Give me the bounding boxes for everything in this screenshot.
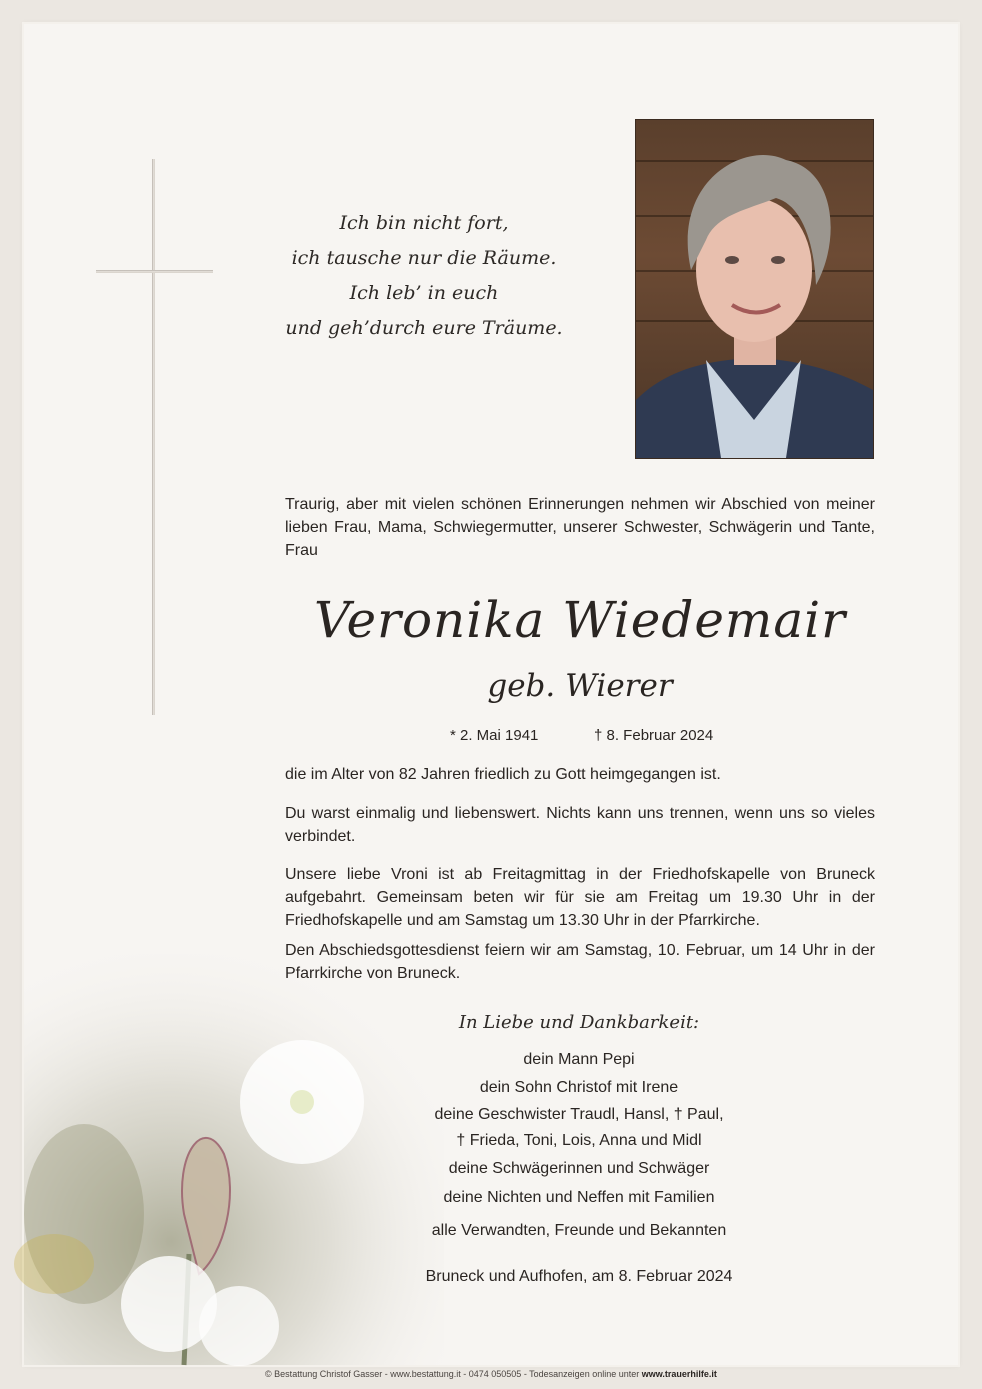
poem-line: ich tausche nur die Räume. [291,247,557,269]
family-line: deine Schwägerinnen und Schwäger [448,1160,710,1177]
intro-text: Traurig, aber mit vielen schönen Erinnerungen nehmen wir Abschied von meiner lieben Frau, Mama, Schwiegermutter, unserer Schwester, Schwägerin und Tante, Frau [285,496,875,559]
paragraph: Den Abschiedsgottesdienst feiern wir am Samstag, 10. Februar, um 14 Uhr in der Pfarrkirche von Bruneck. [285,942,875,982]
death-date: † 8. Februar 2024 [594,727,714,744]
poem-line: Ich leb’ in euch [349,282,499,304]
paragraph: Du warst einmalig und liebenswert. Nichts kann uns trennen, wenn uns so vieles verbindet. [285,805,875,845]
poem-line: Ich bin nicht fort, [339,212,509,234]
paragraph: die im Alter von 82 Jahren friedlich zu Gott heimgegangen ist. [285,766,721,783]
footer-text: © Bestattung Christof Gasser - www.bestattung.it - 0474 050505 - Todesanzeigen online unter [265,1369,640,1379]
thanks-title: In Liebe und Dankbarkeit: [458,1012,700,1033]
poem [254,206,594,346]
cross-horizontal-beam [96,270,213,273]
family-line: dein Mann Pepi [523,1051,635,1068]
portrait-photo [635,119,874,459]
obituary-card [24,24,958,1379]
birth-date: * 2. Mai 1941 [450,727,539,744]
family-line: alle Verwandten, Freunde und Bekannten [431,1222,727,1239]
poem-line: und geh’durch eure Träume. [285,317,563,339]
family-line: deine Geschwister Traudl, Hansl, † Paul, [434,1106,724,1123]
footer-link[interactable]: www.trauerhilfe.it [641,1369,717,1379]
footer [24,1369,958,1379]
maiden-name: geb. Wierer [487,668,673,704]
cross-vertical-beam [152,159,155,715]
family-line: dein Sohn Christof mit Irene [479,1079,679,1096]
family-line: † Frieda, Toni, Lois, Anna und Midl [456,1132,702,1149]
family-line: deine Nichten und Neffen mit Familien [443,1189,715,1206]
place-date: Bruneck und Aufhofen, am 8. Februar 2024 [425,1268,733,1285]
deceased-name: Veronika Wiedemair [313,591,847,649]
paragraph: Unsere liebe Vroni ist ab Freitagmittag in der Friedhofskapelle von Bruneck aufgebahrt. Gemeinsam beten wir für sie am Freitag um 19.30 Uhr in der Friedhofskapelle und am Samstag um 13.30 Uhr in der Pfarrkirche. [285,866,875,929]
